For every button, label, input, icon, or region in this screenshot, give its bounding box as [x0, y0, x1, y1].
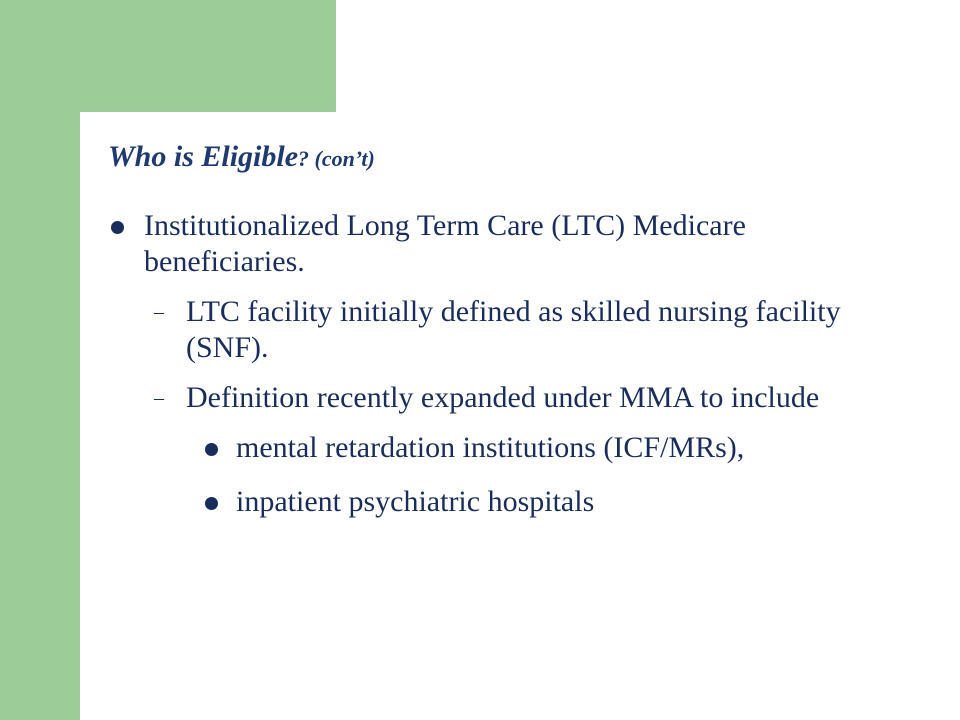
dash-bullet-icon: – [154, 301, 164, 323]
sub-bullet-text: Definition recently expanded under MMA to include [186, 381, 820, 414]
sub-sub-bullet-text: mental retardation institutions (ICF/MRs), [236, 431, 745, 464]
accent-bar-left [0, 112, 80, 720]
bullet-item-ltc-beneficiaries [108, 208, 908, 280]
title-sub: ? (con’t) [298, 146, 375, 171]
slide-title [108, 140, 375, 174]
sub-bullet-snf-definition [108, 294, 908, 366]
bullet-dot-icon [205, 497, 218, 510]
sub-sub-bullet-psychiatric [108, 484, 908, 520]
dash-bullet-icon: – [154, 387, 164, 409]
accent-bar-top [0, 0, 336, 112]
bullet-text: Institutionalized Long Term Care (LTC) Medicare beneficiaries. [144, 209, 746, 278]
sub-sub-bullet-icf-mr [108, 430, 908, 466]
bullet-dot-icon [205, 443, 218, 456]
sub-bullet-text: LTC facility initially defined as skilled nursing facility (SNF). [186, 295, 841, 364]
sub-sub-bullet-text: inpatient psychiatric hospitals [236, 485, 595, 518]
sub-bullet-mma-expansion [108, 380, 908, 416]
title-main: Who is Eligible [108, 140, 299, 173]
bullet-dot-icon [111, 221, 124, 234]
bullet-list [108, 208, 908, 538]
